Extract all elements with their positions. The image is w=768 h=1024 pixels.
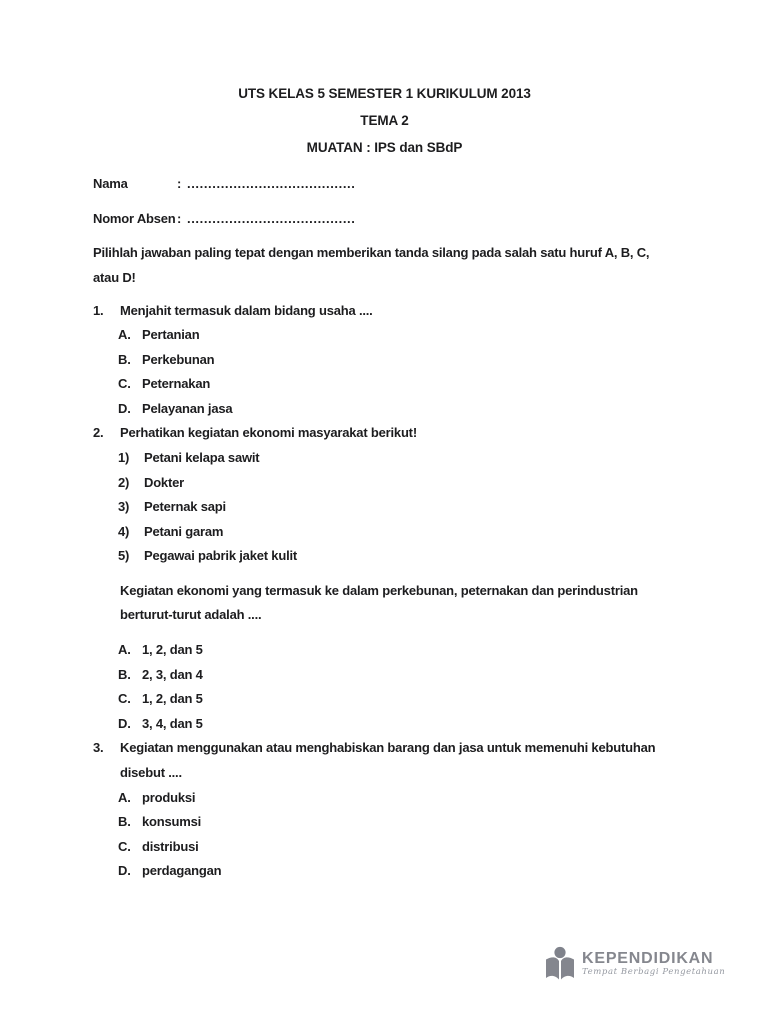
option-letter: A. (118, 642, 131, 658)
question-text: Perhatikan kegiatan ekonomi masyarakat berikut! (120, 425, 417, 441)
exam-header (93, 80, 676, 161)
option-letter: B. (118, 814, 131, 830)
option-row (118, 859, 676, 884)
option-row (118, 638, 676, 663)
question-number: 3. (93, 740, 104, 756)
option-letter: C. (118, 376, 131, 392)
option-text: Pelayanan jasa (142, 400, 233, 416)
question-number: 1. (93, 302, 104, 318)
list-item-marker: 4) (118, 523, 130, 539)
option-text: Pertanian (142, 327, 200, 343)
list-item-marker: 3) (118, 499, 130, 515)
field-colon: : (177, 210, 182, 226)
option-text: perdagangan (142, 863, 222, 879)
student-field-row (93, 172, 676, 197)
exam-subject: MUATAN : IPS dan SBdP (306, 140, 463, 155)
list-item-marker: 1) (118, 450, 130, 466)
question-block (93, 421, 676, 736)
option-row (118, 810, 676, 835)
option-row (118, 786, 676, 811)
list-item (118, 471, 676, 496)
question-row (93, 736, 676, 786)
exam-theme: TEMA 2 (360, 113, 409, 128)
list-item-marker: 5) (118, 548, 130, 564)
brand-name: KEPENDIDIKAN (582, 950, 714, 967)
option-row (118, 835, 676, 860)
option-row (118, 712, 676, 737)
option-letter: A. (118, 789, 131, 805)
instruction-text: Pilihlah jawaban paling tepat dengan memberikan tanda silang pada salah satu huruf A, B, C, atau D! (93, 245, 650, 285)
question-text: Menjahit termasuk dalam bidang usaha .... (120, 302, 373, 318)
option-row (118, 687, 676, 712)
option-letter: B. (118, 351, 131, 367)
field-label: Nama (93, 176, 128, 191)
option-row (118, 348, 676, 373)
list-item-text: Dokter (144, 474, 184, 490)
option-text: Peternakan (142, 376, 211, 392)
list-item-text: Peternak sapi (144, 499, 226, 515)
option-list (93, 786, 676, 884)
option-row (118, 372, 676, 397)
list-item-text: Pegawai pabrik jaket kulit (144, 548, 298, 564)
option-letter: A. (118, 327, 131, 343)
option-text: 3, 4, dan 5 (142, 715, 203, 731)
option-row (118, 397, 676, 422)
list-item-marker: 2) (118, 474, 130, 490)
kependidikan-book-reader-icon (544, 944, 576, 989)
list-item (118, 544, 676, 569)
option-letter: D. (118, 400, 131, 416)
option-list (93, 323, 676, 421)
question-row (93, 299, 676, 324)
list-item (118, 446, 676, 471)
option-row (118, 323, 676, 348)
option-row (118, 663, 676, 688)
question-row (93, 421, 676, 446)
field-colon: : (177, 176, 182, 191)
question-block (93, 736, 676, 884)
student-info-section (93, 172, 676, 231)
list-item-text: Petani kelapa sawit (144, 450, 260, 466)
question-list (93, 299, 676, 884)
field-label: Nomor Absen (93, 210, 176, 226)
list-item-text: Petani garam (144, 523, 224, 539)
option-letter: B. (118, 666, 131, 682)
question-number: 2. (93, 425, 104, 441)
option-text: konsumsi (142, 814, 202, 830)
option-text: 1, 2, dan 5 (142, 691, 203, 707)
student-field-row (93, 207, 676, 232)
list-item (118, 520, 676, 545)
option-letter: D. (118, 715, 131, 731)
option-text: distribusi (142, 838, 199, 854)
option-text: produksi (142, 789, 196, 805)
question-block (93, 299, 676, 422)
question-text: Kegiatan menggunakan atau menghabiskan barang dan jasa untuk memenuhi kebutuhan disebut .... (120, 740, 656, 781)
site-logo (544, 941, 725, 989)
option-text: 2, 3, dan 4 (142, 666, 203, 682)
brand-text-block (582, 950, 725, 978)
option-text: 1, 2, dan 5 (142, 642, 203, 658)
list-item (118, 495, 676, 520)
question-continuation: Kegiatan ekonomi yang termasuk ke dalam perkebunan, peternakan dan perindustrian berturut-turut adalah .... (120, 582, 638, 623)
option-letter: D. (118, 863, 131, 879)
option-letter: C. (118, 838, 131, 854)
field-blank: ........................................ (187, 176, 356, 191)
field-blank: ........................................ (187, 210, 356, 226)
exam-title: UTS KELAS 5 SEMESTER 1 KURIKULUM 2013 (238, 86, 531, 101)
brand-tagline: Tempat Berbagi Pengetahuan (582, 967, 726, 977)
option-text: Perkebunan (142, 351, 215, 367)
option-list (93, 638, 676, 736)
option-letter: C. (118, 691, 131, 707)
